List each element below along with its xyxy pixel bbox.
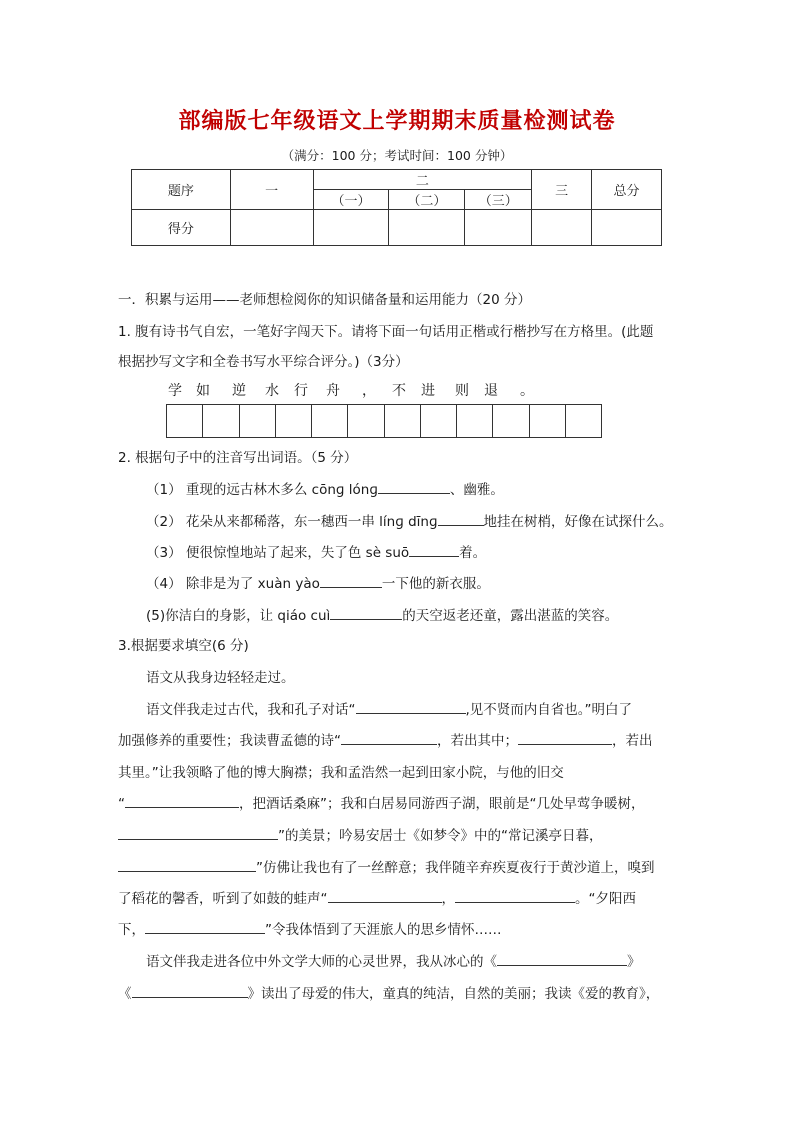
header-sub-1: （一） [313,190,389,210]
copy-char: 学 [168,383,182,399]
answer-blank[interactable] [356,699,466,714]
header-part-three: 三 [532,170,592,210]
score-cell[interactable] [532,210,592,246]
text: 。“夕阳西 [575,891,636,907]
answer-blank[interactable] [497,951,627,966]
header-total: 总分 [592,170,662,210]
answer-blank[interactable] [330,605,402,620]
text: ，把酒话桑麻”；我和白居易同游西子湖，眼前是“几处早莺争暖树， [239,796,645,812]
answer-blank[interactable] [518,730,612,745]
q3-line-9 [146,950,680,970]
grid-cell[interactable] [493,405,529,437]
text: ”仿佛让我也有了一丝醉意；我伴随辛弃疾夏夜行于黄沙道上，嗅到 [256,860,655,876]
q3-para-1: 语文从我身边轻轻走过。 [146,670,295,686]
grid-cell[interactable] [385,405,421,437]
text: ， [441,891,455,907]
score-cell[interactable] [313,210,389,246]
q2-item-4-text: （4） 除非是为了 xuàn yào [146,576,320,592]
header-sub-2: （二） [389,190,465,210]
q2-item-1-text: （1） 重现的远古林木多么 cōnɡ lónɡ [146,482,378,498]
text: ”的美景；吟易安居士《如梦令》中的“常记溪亭日暮， [278,828,603,844]
grid-cell[interactable] [276,405,312,437]
copy-char: 则 [455,383,469,399]
copy-characters [0,380,794,400]
copy-char: 如 [196,383,210,399]
answer-blank[interactable] [118,825,278,840]
score-cell[interactable] [592,210,662,246]
section-heading: 一．积累与运用——老师想检阅你的知识储备量和运用能力（20 分） [118,292,531,308]
copy-char: 逆 [232,383,246,399]
row-score-label: 得分 [132,210,231,246]
text: 》 [627,954,641,970]
text: 语文伴我走进各位中外文学大师的心灵世界，我从冰心的《 [146,954,497,970]
q3-line-7 [118,887,680,907]
q2-item-4-tail: 一下他的新衣服。 [381,576,490,592]
grid-cell[interactable] [240,405,276,437]
copy-char: 行 [294,383,308,399]
copy-char: 进 [421,383,435,399]
text: 》读出了母爱的伟大，童真的纯洁，自然的美丽；我读《爱的教育》， [247,986,660,1002]
text: 加强修养的重要性；我读曹孟德的诗“ [118,733,341,749]
q2-item-3-text: （3） 便很惊惶地站了起来，失了色 sè suō [146,545,410,561]
q3-line-5 [118,824,680,844]
text: ”令我体悟到了天涯旅人的思乡情怀…… [265,922,502,938]
q3-heading: 3.根据要求填空(6 分) [118,638,249,654]
copy-char: 水 [265,383,279,399]
q2-item-5-tail: 的天空返老还童，露出湛蓝的笑容。 [402,608,619,624]
header-sub-3: （三） [465,190,532,210]
answer-blank[interactable] [341,730,437,745]
q1-line-2: 根据抄写文字和全卷书写水平综合评分。)（3分） [118,354,409,370]
copy-char: ， [362,383,376,399]
answer-blank[interactable] [118,857,256,872]
grid-cell[interactable] [348,405,384,437]
score-cell[interactable] [389,210,465,246]
exam-subtitle: （满分：100 分；考试时间：100 分钟） [281,148,513,163]
q2-item-4 [146,572,490,592]
copy-char: 舟 [326,383,340,399]
q2-heading: 2. 根据句子中的注音写出词语。（5 分） [118,450,358,466]
header-part-two: 二 [313,170,532,190]
q2-item-1-tail: 、幽雅。 [449,482,504,498]
text: 《 [118,986,132,1002]
answer-blank[interactable] [438,511,484,526]
grid-cell[interactable] [566,405,601,437]
q3-line-4 [118,792,680,812]
answer-blank[interactable] [455,888,575,903]
header-seq: 题序 [132,170,231,210]
text: “ [118,796,125,812]
grid-cell[interactable] [167,405,203,437]
q3-line-2 [118,729,680,749]
answer-blank[interactable] [132,983,248,998]
q3-line-8 [118,918,680,938]
grid-cell[interactable] [421,405,457,437]
copy-char: 退 [484,383,498,399]
grid-cell[interactable] [312,405,348,437]
q2-item-3-tail: 着。 [459,545,487,561]
answer-blank[interactable] [145,919,265,934]
exam-title: 部编版七年级语文上学期期末质量检测试卷 [178,108,616,134]
q1-line-1: 1. 腹有诗书气自宏，一笔好字闯天下。请将下面一句话用正楷或行楷抄写在方格里。(此题 [118,324,654,340]
score-table [131,169,662,246]
answer-blank[interactable] [320,573,382,588]
text: ，若出其中； [437,733,518,749]
writing-grid [166,404,602,438]
q2-item-2-tail: 地挂在树梢，好像在试探什么。 [483,514,673,530]
text: 语文伴我走过古代，我和孔子对话“ [146,702,356,718]
answer-blank[interactable] [328,888,442,903]
score-cell[interactable] [465,210,532,246]
q2-item-5 [146,604,618,624]
q2-item-5-text: (5)你洁白的身影，让 qiáo cuì [146,608,331,624]
text: ,见不贤而内自省也。”明白了 [465,702,633,718]
text: 了稻花的馨香，听到了如鼓的蛙声“ [118,891,328,907]
grid-cell[interactable] [530,405,566,437]
q3-line-3: 其里。”让我领略了他的博大胸襟；我和孟浩然一起到田家小院，与他的旧交 [118,765,564,781]
answer-blank[interactable] [378,479,450,494]
text: 下， [118,922,145,938]
copy-char: 。 [520,383,534,399]
answer-blank[interactable] [125,793,239,808]
answer-blank[interactable] [409,542,459,557]
q2-item-2 [146,510,673,530]
q3-line-1 [146,698,680,718]
q2-item-2-text: （2） 花朵从来都稀落，东一穗西一串 línɡ dīnɡ [146,514,438,530]
score-cell[interactable] [230,210,313,246]
header-part-one: 一 [230,170,313,210]
q3-line-10 [118,982,680,1002]
q2-item-1 [146,478,504,498]
grid-cell[interactable] [457,405,493,437]
text: ，若出 [612,733,653,749]
grid-cell[interactable] [203,405,239,437]
q3-line-6 [118,856,680,876]
q2-item-3 [146,541,486,561]
copy-char: 不 [392,383,406,399]
